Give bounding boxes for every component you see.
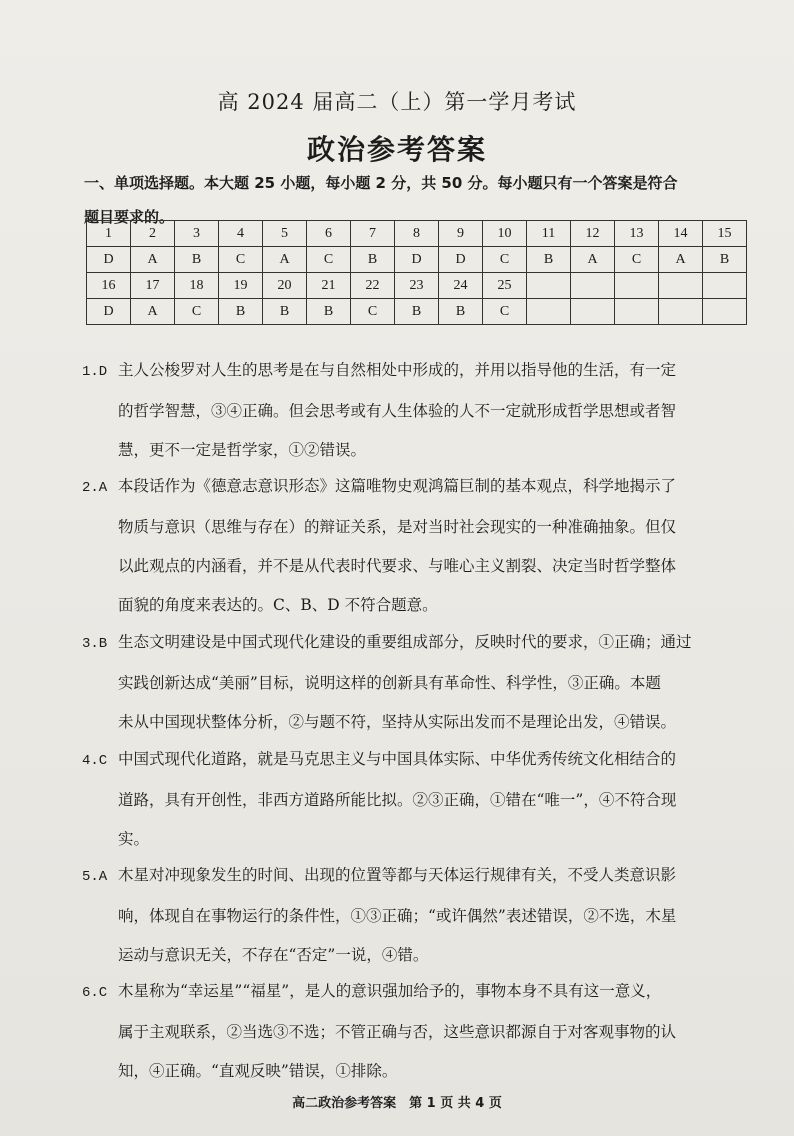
question-number-cell: 2 <box>131 221 175 247</box>
explanation-text: 中国式现代化道路，就是马克思主义与中国具体实际、中华优秀传统文化相结合的 <box>118 750 677 768</box>
answer-cell: B <box>703 247 747 273</box>
explanation-text: 本段话作为《德意志意识形态》这篇唯物史观鸿篇巨制的基本观点，科学地揭示了 <box>118 477 677 495</box>
question-number-cell: 19 <box>219 273 263 299</box>
explanation-line <box>82 508 754 547</box>
question-number-cell: 16 <box>87 273 131 299</box>
question-number: 2.A <box>82 480 108 496</box>
explanation-text: 道路，具有开创性，非西方道路所能比拟。②③正确，①错在“唯一”，④不符合现 <box>118 791 677 809</box>
question-number-cell: 1 <box>87 221 131 247</box>
explanation-line <box>82 781 754 820</box>
explanation-line <box>82 856 754 897</box>
answer-cell: D <box>395 247 439 273</box>
explanation-item <box>82 623 754 742</box>
question-number-cell: 9 <box>439 221 483 247</box>
question-number-cell <box>571 273 615 299</box>
explanation-line <box>82 431 754 470</box>
question-number-cell: 22 <box>351 273 395 299</box>
question-number-cell: 15 <box>703 221 747 247</box>
page-footer: 高二政治参考答案 第 1 页 共 4 页 <box>292 1096 502 1111</box>
answer-cell: B <box>175 247 219 273</box>
explanation-text: 主人公梭罗对人生的思考是在与自然相处中形成的，并用以指导他的生活，有一定 <box>118 361 677 379</box>
explanation-line <box>82 820 754 859</box>
explanation-line <box>82 623 754 664</box>
question-number: 5.A <box>82 869 108 885</box>
explanation-line <box>82 1052 754 1091</box>
answer-cell: B <box>395 299 439 325</box>
page-subtitle: 政治参考答案 <box>306 133 487 166</box>
question-number-cell: 13 <box>615 221 659 247</box>
question-number-cell: 6 <box>307 221 351 247</box>
answer-cell: A <box>131 299 175 325</box>
explanation-text: 木星对冲现象发生的时间、出现的位置等都与天体运行规律有关，不受人类意识影 <box>118 866 677 884</box>
explanation-item <box>82 467 754 625</box>
explanation-text: 运动与意识无关，不存在“否定”一说，④错。 <box>118 946 429 964</box>
explanation-text: 木星称为“幸运星”“福星”，是人的意识强加给予的，事物本身不具有这一意义， <box>118 982 662 1000</box>
question-number-cell: 3 <box>175 221 219 247</box>
question-number-cell: 7 <box>351 221 395 247</box>
question-number-cell: 20 <box>263 273 307 299</box>
explanation-line <box>82 972 754 1013</box>
question-number-cell: 5 <box>263 221 307 247</box>
question-number-cell: 24 <box>439 273 483 299</box>
answer-cell: A <box>571 247 615 273</box>
explanation-line <box>82 351 754 392</box>
explanation-text: 物质与意识（思维与存在）的辩证关系，是对当时社会现实的一种准确抽象。但仅 <box>118 518 677 536</box>
answer-cell: C <box>307 247 351 273</box>
answer-cell: C <box>219 247 263 273</box>
answer-cell: B <box>307 299 351 325</box>
question-number: 4.C <box>82 753 108 769</box>
explanation-text: 面貌的角度来表达的。C、B、D 不符合题意。 <box>118 596 438 614</box>
answer-cell: C <box>615 247 659 273</box>
answer-cell: D <box>87 299 131 325</box>
explanation-line <box>82 547 754 586</box>
explanation-text: 生态文明建设是中国式现代化建设的重要组成部分，反映时代的要求，①正确；通过 <box>118 633 692 651</box>
answer-cell: B <box>439 299 483 325</box>
answer-cell: B <box>351 247 395 273</box>
question-number-cell: 12 <box>571 221 615 247</box>
answer-cell: C <box>483 247 527 273</box>
explanation-text: 属于主观联系，②当选③不选；不管正确与否，这些意识都源自于对客观事物的认 <box>118 1023 677 1041</box>
question-number-cell: 18 <box>175 273 219 299</box>
explanation-text: 知，④正确。“直观反映”错误，①排除。 <box>118 1062 398 1080</box>
explanation-text: 以此观点的内涵看，并不是从代表时代要求、与唯心主义割裂、决定当时哲学整体 <box>118 557 677 575</box>
explanation-line <box>82 936 754 975</box>
section-heading-line-1: 一、单项选择题。本大题 25 小题，每小题 2 分，共 50 分。每小题只有一个答案是符合 <box>84 174 678 192</box>
explanation-line <box>82 703 754 742</box>
question-number: 6.C <box>82 985 108 1001</box>
page-title: 高 2024 届高二（上）第一学月考试 <box>217 90 577 114</box>
explanation-text: 慧，更不一定是哲学家，①②错误。 <box>118 441 367 459</box>
explanation-line <box>82 897 754 936</box>
question-number-cell: 10 <box>483 221 527 247</box>
explanation-line <box>82 586 754 625</box>
question-number-cell <box>659 273 703 299</box>
explanation-text: 响，体现自在事物运行的条件性，①③正确；“或许偶然”表述错误，②不选，木星 <box>118 907 677 925</box>
question-number-cell: 11 <box>527 221 571 247</box>
question-number-cell: 21 <box>307 273 351 299</box>
answer-cell: D <box>87 247 131 273</box>
question-number-row <box>87 273 747 299</box>
answer-cell: C <box>483 299 527 325</box>
question-number-cell: 23 <box>395 273 439 299</box>
answer-cell <box>615 299 659 325</box>
explanation-text: 的哲学智慧，③④正确。但会思考或有人生体验的人不一定就形成哲学思想或者智 <box>118 402 677 420</box>
explanation-item <box>82 351 754 470</box>
answer-cell <box>571 299 615 325</box>
question-number-cell: 17 <box>131 273 175 299</box>
answer-row <box>87 299 747 325</box>
explanation-item <box>82 856 754 975</box>
answer-cell <box>659 299 703 325</box>
question-number-cell <box>615 273 659 299</box>
question-number-row <box>87 221 747 247</box>
question-number-cell: 4 <box>219 221 263 247</box>
answer-table <box>86 220 747 325</box>
answer-cell <box>527 299 571 325</box>
question-number-cell <box>527 273 571 299</box>
answer-cell: C <box>351 299 395 325</box>
question-number: 3.B <box>82 636 108 652</box>
answer-cell: B <box>263 299 307 325</box>
answer-cell: B <box>219 299 263 325</box>
explanation-line <box>82 1013 754 1052</box>
explanation-line <box>82 740 754 781</box>
explanation-line <box>82 467 754 508</box>
answer-row <box>87 247 747 273</box>
question-number-cell: 8 <box>395 221 439 247</box>
question-number-cell <box>703 273 747 299</box>
question-number-cell: 14 <box>659 221 703 247</box>
section-heading-line-2: 题目要求的。 <box>84 208 175 226</box>
answer-cell: A <box>131 247 175 273</box>
answer-cell: D <box>439 247 483 273</box>
explanation-text: 实践创新达成“美丽”目标，说明这样的创新具有革命性、科学性，③正确。本题 <box>118 674 661 692</box>
answer-cell: C <box>175 299 219 325</box>
explanation-text: 未从中国现状整体分析，②与题不符，坚持从实际出发而不是理论出发，④错误。 <box>118 713 677 731</box>
answer-cell: A <box>659 247 703 273</box>
explanation-item <box>82 740 754 859</box>
explanation-item <box>82 972 754 1091</box>
answer-cell <box>703 299 747 325</box>
answer-cell: B <box>527 247 571 273</box>
explanation-line <box>82 392 754 431</box>
question-number: 1.D <box>82 364 108 380</box>
explanation-text: 实。 <box>118 830 150 848</box>
question-number-cell: 25 <box>483 273 527 299</box>
answer-cell: A <box>263 247 307 273</box>
explanation-line <box>82 664 754 703</box>
